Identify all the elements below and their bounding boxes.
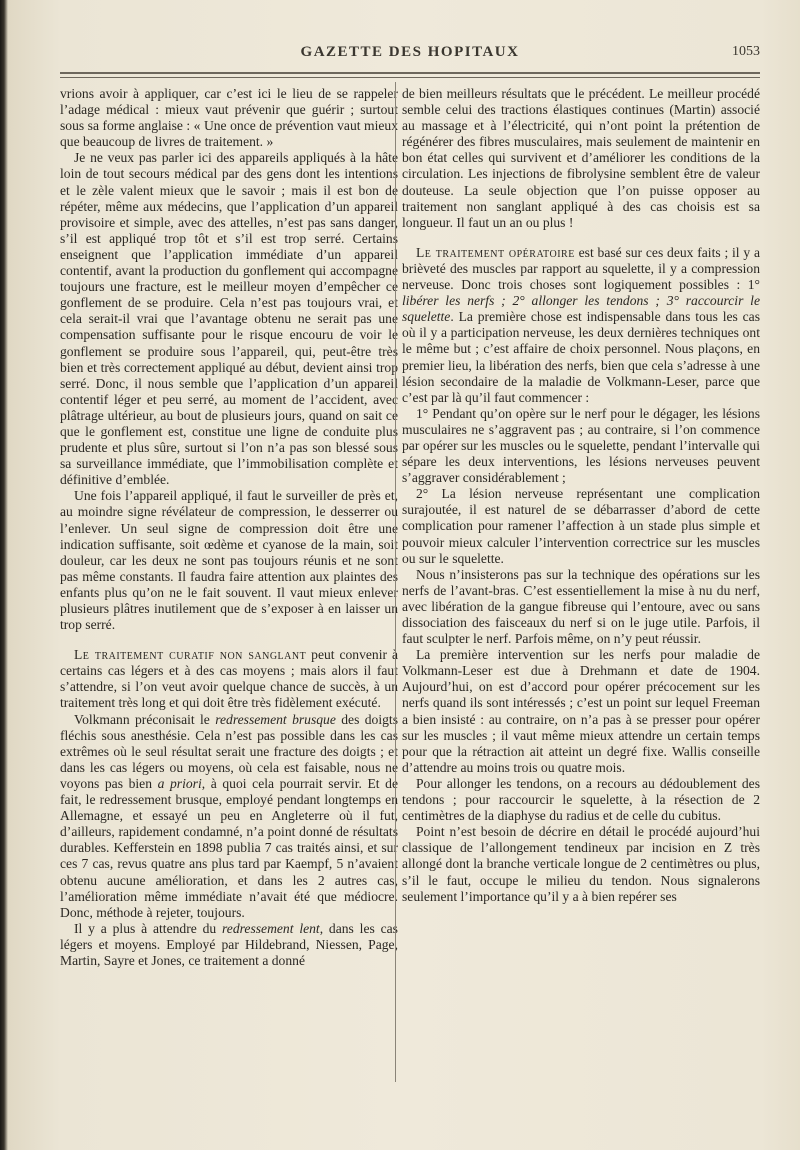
paragraph-text: est basé sur ces deux faits ; il y a brièveté des muscles par rapport au squelette, il y a compression nerveuse. Donc trois choses sont logiquement possibles : 1° — [402, 244, 760, 293]
paragraph-text: Il y a plus à attendre du — [74, 920, 223, 936]
paragraph — [60, 712, 398, 921]
left-column — [60, 86, 398, 969]
paragraph-text: Volkmann préconisait le — [74, 711, 216, 727]
paragraph — [60, 647, 398, 711]
paragraph: Nous n’insisterons pas sur la technique des opérations sur les nerfs de l’avant-bras. C’est essentiellement la mise à nu du nerf, avec libération de la gangue fibreuse qui l’entoure, avec ou sans dissociation des faisceaux du nerf si on le juge utile. Parfois, il faut sculpter le nerf. Parfois même, on n’y peut réussir. — [402, 566, 760, 647]
book-binding-edge — [0, 0, 8, 1150]
paragraph: 1° Pendant qu’on opère sur le nerf pour le dégager, les lésions musculaires ne s’aggravent pas ; au contraire, si l’on commence par opérer sur les muscles ou le squelette, pendant l’intervalle qui sépare les deux interventions, les lésions nerveuses peuvent s’aggraver considérablement ; — [402, 405, 760, 486]
emphasis: redressement brusque — [215, 711, 336, 727]
paragraph: Une fois l’appareil appliqué, il faut le surveiller de près et, au moindre signe révélateur de compression, le desserrer ou l’enlever. Un seul signe de compression doit être une indication suffisante, soit œdème et cyanose de la main, soit douleur, car les deux ne sont pas toujours réunis et ne sont pas même constants. Il faudra faire attention aux plaintes des enfants plus qu’on ne le fait souvent. Il vaut mieux enlever plusieurs plâtres inutilement que de s’exposer à en laisser un trop serré. — [60, 488, 398, 633]
paragraph: de bien meilleurs résultats que le précédent. Le meilleur procédé semble celui des tractions élastiques continues (Martin) associé au massage et à l’électricité, qui n’ont point la prétention de régénérer des fibres musculaires, mais seulement de maintenir en bon état celles qui survivent et d’améliorer les conditions de la circulation. Les injections de fibrolysine semblent être de valeur douteuse. La seule objection que l’on puisse opposer au traitement non sanglant appliqué à des cas choisis est sa longueur. Il faut un an ou plus ! — [402, 86, 760, 230]
paragraph-text: , à quoi cela pourrait servir. Et de fait, le redressement brusque, employé pendant longtemps en Allemagne, et essayé un peu en Angleterre où il fut, d’ailleurs, rapidement condamné, n’a point donné de résultats durables. Kefferstein en 1898 publia 7 cas traités ainsi, et sur ces 7 cas, revus quatre ans plus tard par Kaempf, 5 n’avaient obtenu aucune amélioration, et dans les 2 autres cas, l’amélioration même immédiate n’avait été que médiocre. Donc, méthode à rejeter, toujours. — [60, 775, 398, 920]
paragraph: 2° La lésion nerveuse représentant une complication surajoutée, il est naturel de se débarrasser d’abord de cette complication pour ramener l’affection à un stade plus simple et pouvoir mieux calculer l’intervention correctrice sur les muscles ou sur le squelette. — [402, 486, 760, 566]
section-heading: Le traitement curatif non sanglant — [74, 647, 307, 663]
paragraph: vrions avoir à appliquer, car c’est ici le lieu de se rappeler l’adage médical : mieux vaut prévenir que guérir ; surtout sous sa forme anglaise : « Une once de prévention vaut mieux que beaucoup de livres de traitement. » — [60, 86, 398, 150]
paragraph: Pour allonger les tendons, on a recours au dédoublement des tendons ; pour raccourcir le squelette, à la résection de 2 centimètres de la diaphyse du radius et de celle du cubitus. — [402, 775, 760, 824]
header-rule-thin — [60, 77, 760, 78]
section-heading: Le traitement opératoire — [416, 244, 575, 260]
page-number: 1053 — [732, 44, 760, 59]
paragraph-text: des doigts fléchis sous anesthésie. Cela n’est pas possible dans les cas extrêmes où le seul résultat serait une fracture des doigts ; et dans les cas légers ou moyens, où cela est faisable, nous ne voyons pas bien — [60, 711, 398, 791]
header-rule-thick — [60, 72, 760, 74]
journal-title: GAZETTE DES HOPITAUX — [300, 44, 520, 60]
paragraph — [60, 921, 398, 969]
paragraph: Je ne veux pas parler ici des appareils appliqués à la hâte loin de tout secours médical par des gens dont les intentions et le zèle valent mieux que le savoir ; mais il est bon de répéter, même aux médecins, que l’application d’un appareil provisoire et simple, avec des attelles, n’est pas sans danger, s’il est appliqué trop tôt et s’il est trop serré. Certains enseignent que l’application immédiate d’un appareil contentif, avant la production du gonflement qui accompagne toujours une fracture, est le meilleur moyen d’empêcher ce gonflement de se produire. Cela n’est pas toujours vrai, et cela serait-il vrai que l’avantage obtenu ne serait pas une compensation suffisante pour le risque encouru de voir le gonflement se produire sous l’appareil, qui, peut-être très bien et très correctement appliqué au début, devient ainsi trop serré. Donc, il nous semble que l’application d’un appareil contentif léger et peu serré, au moment de l’accident, avec plâtrage ultérieur, au bout de plusieurs jours, quand on sait ce que le gonflement est, constitue une ligne de conduite plus prudente et plus sûre, surtout si l’on n’a pas son blessé sous sa surveillance immédiate, que l’immobilisation complète et définitive d’emblée. — [60, 150, 398, 488]
paragraph: Point n’est besoin de décrire en détail le procédé aujourd’hui classique de l’allongement tendineux par incision en Z très allongé dont la branche verticale longue de 2 centimètres ou plus, s’il le faut, occupe le milieu du tendon. Nous signalerons seulement l’importance qu’il y a à bien repérer ses — [402, 824, 760, 904]
paragraph — [402, 245, 760, 406]
paragraph-text: peut convenir à certains cas légers et à des cas moyens ; mais alors il faut s’attendre, si l’on veut avoir quelque chance de succès, à un traitement très long et qui doit être très fidèlement exécuté. — [60, 647, 398, 711]
emphasis: libérer les nerfs ; 2° allonger les tendons ; 3° raccourcir le squelette — [402, 293, 760, 325]
page-header — [60, 44, 760, 64]
emphasis: redressement lent — [222, 920, 320, 936]
column-divider — [395, 82, 396, 1082]
paragraph-text: , dans les cas légers et moyens. Employé par Hildebrand, Niessen, Page, Martin, Sayre et Jones, ce traitement a donné — [60, 920, 398, 968]
paragraph-text: . La première chose est indispensable dans tous les cas où il y a participation nerveuse, les deux dernières techniques ont le même but ; c’est affaire de choix personnel. Nous plaçons, en premier lieu, la libération des nerfs, bien que cela s’adresse à une lésion secondaire de la maladie de Volkmann-Leser, parce que c’est par là qu’il faut commencer : — [402, 309, 760, 405]
emphasis: a priori — [157, 775, 202, 791]
paragraph: La première intervention sur les nerfs pour maladie de Volkmann-Leser est due à Drehmann et date de 1904. Aujourd’hui, on est d’accord pour opérer précocement sur les nerfs quand ils sont intéressés ; c’est un point sur lequel Freeman a bien insisté : au contraire, on n’a pas à se presser pour opérer sur les muscles ; il vaut même mieux attendre un certain temps pour que la rétraction ait atteint un degré fixe. Wallis conseille d’attendre au moins trois ou quatre mois. — [402, 647, 760, 775]
right-column — [402, 86, 760, 905]
